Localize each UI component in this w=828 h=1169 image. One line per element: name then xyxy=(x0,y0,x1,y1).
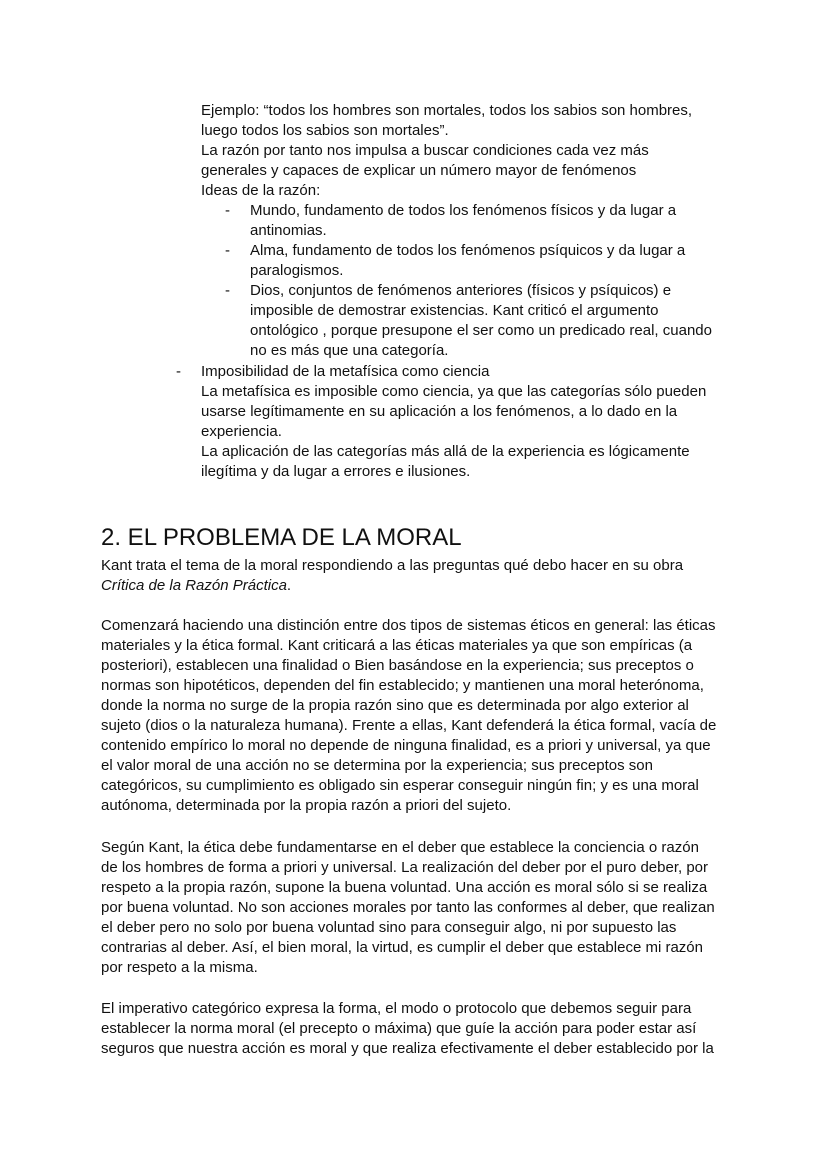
text-line: Alma, fundamento de todos los fenómenos psíquicos y da lugar a xyxy=(250,242,686,259)
work-title: Crítica de la Razón Práctica xyxy=(101,577,287,594)
bullet-dash: - xyxy=(225,202,230,219)
text-line: donde la norma no surge de la propia razón sino que es determinada por algo exterior al xyxy=(101,697,689,714)
text-line: no es más que una categoría. xyxy=(250,342,449,359)
text-line: contrarias al deber. Así, el bien moral, la virtud, es cumplir el deber que establece mi razón xyxy=(101,939,703,956)
list-item xyxy=(225,281,712,361)
period: . xyxy=(286,577,292,594)
text-line: por respeto a la misma. xyxy=(101,959,258,976)
text-line: La metafísica es imposible como ciencia, ya que las categorías sólo pueden xyxy=(201,383,707,400)
ideas-label: Ideas de la razón: xyxy=(201,182,321,199)
text-line: materiales y la ética formal. Kant criticará a las éticas materiales ya que son empíricas (a xyxy=(101,637,693,654)
section-intro xyxy=(101,556,683,596)
text-line: El imperativo categórico expresa la forma, el modo o protocolo que debemos seguir para xyxy=(101,1000,692,1017)
text-line: por buena voluntad. No son acciones morales por tanto las conformes al deber, que realizan xyxy=(101,899,715,916)
text-line: imposible de demostrar existencias. Kant criticó el argumento xyxy=(250,302,659,319)
bullet-dash: - xyxy=(225,282,230,299)
text-line: paralogismos. xyxy=(250,262,344,279)
text-line: el valor moral de una acción no se determina por la experiencia; sus preceptos son xyxy=(101,757,653,774)
text-line: La aplicación de las categorías más allá de la experiencia es lógicamente xyxy=(201,443,690,460)
text-line: generales y capaces de explicar un número mayor de fenómenos xyxy=(201,162,637,179)
text-line: categóricos, su cumplimiento es obligado sin esperar conseguir ningún fin; y es una moral xyxy=(101,777,699,794)
text-line: Según Kant, la ética debe fundamentarse en el deber que establece la conciencia o razón xyxy=(101,839,699,856)
text-line: luego todos los sabios son mortales”. xyxy=(201,122,449,139)
text-line: experiencia. xyxy=(201,423,282,440)
text-line: Ejemplo: “todos los hombres son mortales, todos los sabios son hombres, xyxy=(201,102,693,119)
text-line: usarse legítimamente en su aplicación a los fenómenos, a lo dado en la xyxy=(201,403,678,420)
text-line: posteriori), establecen una finalidad o Bien basándose en la experiencia; sus preceptos o xyxy=(101,657,694,674)
text-line: seguros que nuestra acción es moral y que realiza efectivamente el deber establecido por la xyxy=(101,1040,714,1057)
text-line: el deber pero no solo por buena voluntad sino para conseguir algo, ni por supuesto las xyxy=(101,919,677,936)
text-line: contenido empírico lo moral no depende de ninguna finalidad, es a priori y universal, ya que xyxy=(101,737,711,754)
bullet-dash: - xyxy=(176,363,181,380)
impossibility-title: Imposibilidad de la metafísica como ciencia xyxy=(201,363,490,380)
text-line: Dios, conjuntos de fenómenos anteriores (físicos y psíquicos) e xyxy=(250,282,672,299)
bullet-dash: - xyxy=(225,242,230,259)
text-line: establecer la norma moral (el precepto o máxima) que guíe la acción para poder estar así xyxy=(101,1020,697,1037)
text-line: normas son hipotéticos, dependen del fin establecido; y mantienen una moral heterónoma, xyxy=(101,677,704,694)
list-item xyxy=(225,241,712,281)
text-line: La razón por tanto nos impulsa a buscar condiciones cada vez más xyxy=(201,142,649,159)
text-line: Comenzará haciendo una distinción entre dos tipos de sistemas éticos en general: las éticas xyxy=(101,617,716,634)
text-line: autónoma, determinada por la propia razón a priori del sujeto. xyxy=(101,797,512,814)
list-item xyxy=(225,201,712,241)
example-block xyxy=(201,101,692,201)
ideas-list xyxy=(225,201,712,361)
text-line: sujeto (dios o la naturaleza humana). Frente a ellas, Kant defenderá la ética formal, vacía de xyxy=(101,717,717,734)
text-line xyxy=(101,576,683,596)
paragraph-imperative xyxy=(101,999,714,1059)
paragraph-duty xyxy=(101,838,715,978)
paragraph-ethics xyxy=(101,616,716,816)
text-line: ilegítima y da lugar a errores e ilusiones. xyxy=(201,463,471,480)
text-line: ontológico , porque presupone el ser como un predicado real, cuando xyxy=(250,322,712,339)
text-line: antinomias. xyxy=(250,222,327,239)
text-line: respeto a la propia razón, supone la buena voluntad. Una acción es moral sólo si se realiza xyxy=(101,879,708,896)
section-heading: 2. EL PROBLEMA DE LA MORAL xyxy=(101,524,462,551)
text-line: de los hombres de forma a priori y universal. La realización del deber por el puro deber, por xyxy=(101,859,709,876)
impossibility-item xyxy=(176,362,707,482)
text-line: Mundo, fundamento de todos los fenómenos físicos y da lugar a xyxy=(250,202,677,219)
text-line: Kant trata el tema de la moral respondiendo a las preguntas qué debo hacer en su obra xyxy=(101,557,684,574)
